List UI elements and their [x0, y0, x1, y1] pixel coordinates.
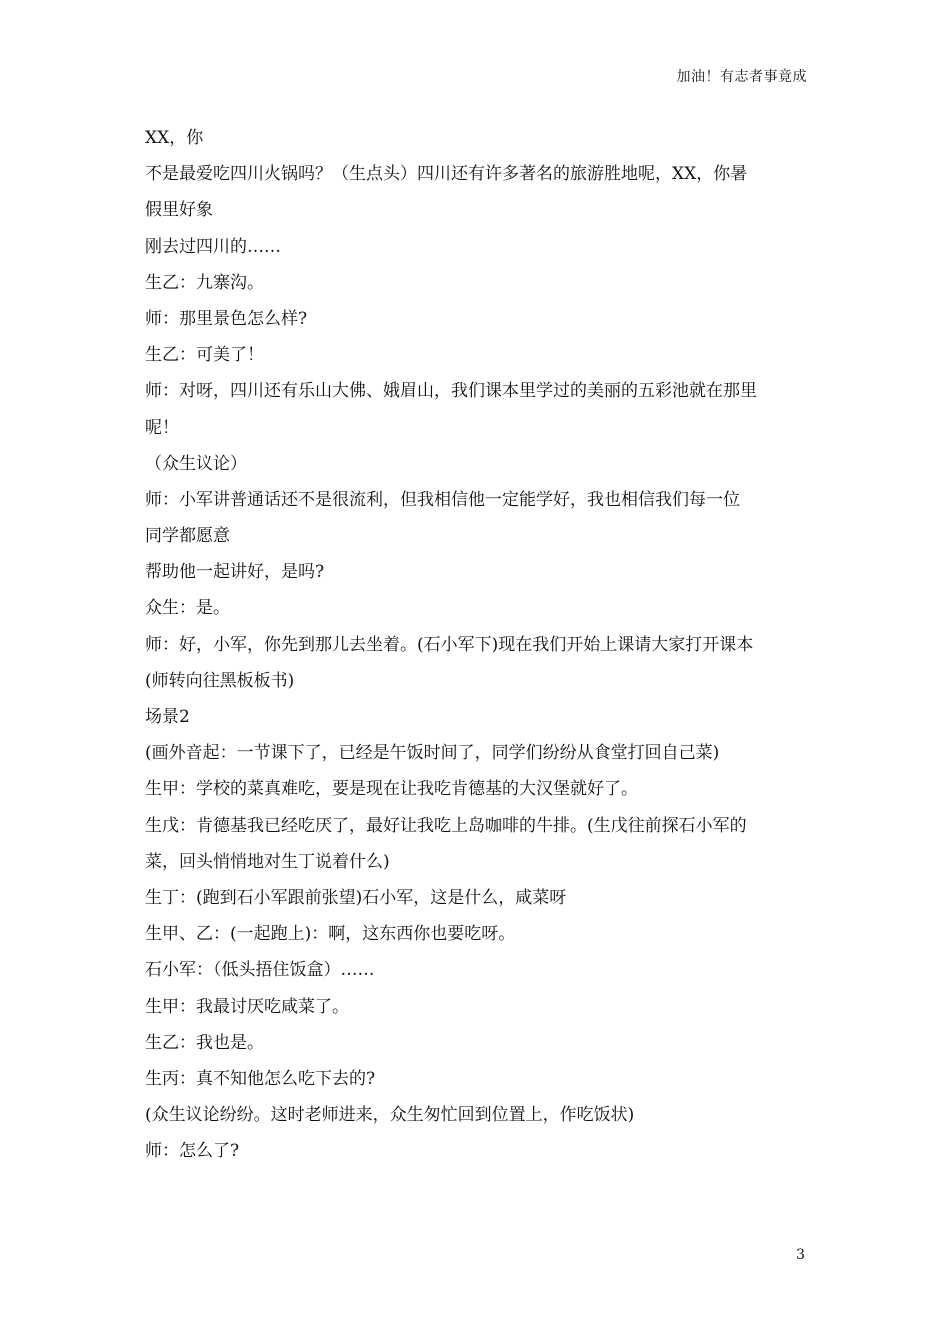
page-number: 3 [796, 1247, 805, 1263]
text-line: 生乙：九寨沟。 [145, 272, 264, 293]
text-line: (画外音起：一节课下了，已经是午饭时间了，同学们纷纷从食堂打回自己菜) [145, 743, 720, 764]
text-line: 石小军：（低头捂住饭盒）…… [145, 960, 375, 981]
text-line: 生甲、乙：(一起跑上)：啊，这东西你也要吃呀。 [145, 924, 516, 945]
text-line: 众生：是。 [145, 598, 230, 619]
text-line: （众生议论） [145, 453, 247, 474]
text-line: 生戊：肯德基我已经吃厌了，最好让我吃上岛咖啡的牛排。(生戊往前探石小军的 [145, 815, 747, 836]
text-line: 生甲：学校的菜真难吃，要是现在让我吃肯德基的大汉堡就好了。 [145, 779, 638, 800]
text-line: (众生议论纷纷。这时老师进来，众生匆忙回到位置上，作吃饭状) [145, 1105, 635, 1126]
text-line: 师：那里景色怎么样? [145, 308, 308, 329]
text-line: 生甲：我最讨厌吃咸菜了。 [145, 996, 349, 1017]
text-line: 同学都愿意 [145, 526, 230, 547]
text-line: 呢！ [145, 417, 179, 438]
document-body [145, 124, 810, 1173]
text-line: 生丙：真不知他怎么吃下去的? [145, 1068, 376, 1089]
text-line: 生乙：我也是。 [145, 1032, 264, 1053]
text-line: (师转向往黑板板书) [145, 670, 295, 691]
text-line: 菜，回头悄悄地对生丁说着什么) [145, 851, 390, 872]
page-header: 加油！有志者事竟成 [676, 69, 807, 85]
text-line: 不是最爱吃四川火锅吗？（生点头）四川还有许多著名的旅游胜地呢，XX，你暑 [145, 164, 748, 185]
text-line: 帮助他一起讲好，是吗? [145, 562, 325, 583]
text-line: 生乙：可美了！ [145, 345, 264, 366]
text-line: 师：怎么了? [145, 1141, 240, 1162]
text-line: 假里好象 [145, 200, 213, 221]
text-line: XX，你 [145, 128, 204, 148]
text-line: 生丁：(跑到石小军跟前张望)石小军，这是什么，咸菜呀 [145, 887, 567, 908]
text-line: 师：小军讲普通话还不是很流利，但我相信他一定能学好，我也相信我们每一位 [145, 489, 740, 510]
scene-heading: 场景2 [145, 707, 190, 727]
text-line: 师：对呀，四川还有乐山大佛、娥眉山，我们课本里学过的美丽的五彩池就在那里 [145, 381, 757, 402]
text-line: 师：好，小军，你先到那儿去坐着。(石小军下)现在我们开始上课请大家打开课本 [145, 634, 754, 655]
text-line: 刚去过四川的…… [145, 236, 281, 257]
